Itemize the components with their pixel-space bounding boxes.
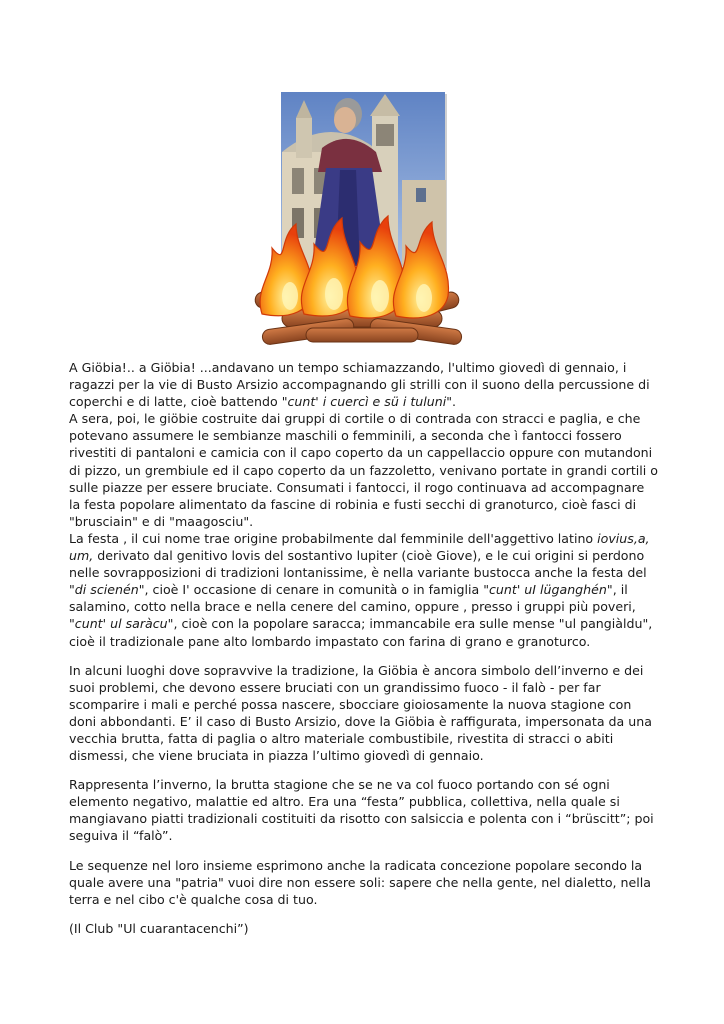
paragraph-2: A sera, poi, le giöbie costruite dai gruppi di cortile o di contrada con stracci e paglia, e che potevano assumere le sembianze maschili o femminili, a seconda che ì fantocci fossero rivestiti di pantaloni e camicia con il capo coperto da un cappellaccio oppure con mutandoni di pizzo, un grembiule ed il capo coperto da un fazzoletto, venivano portate in grandi cortili o sulle piazze per essere bruciate. Consumati i fantocci, il rogo continuava ad accompagnare la festa popolare alimentato da fascine di robinia e fusti secchi di granoturco, cioè fasci di "brusciain" e di "maagosciu".	[69, 411, 658, 529]
signature: (Il Club "Ul cuarantacenchi”)	[69, 920, 249, 936]
article-text	[69, 359, 659, 949]
paragraph-4: In alcuni luoghi dove sopravvive la tradizione, la Giöbia è ancora simbolo dell’inverno e dei suoi problemi, che devono essere bruciati con un grandissimo fuoco - il falò - per far scomparire i mali e perché possa nascere, sbocciare gioiosamente la nuova stagione con doni abbondanti. E’ il caso di Busto Arsizio, dove la Giöbia è raffigurata, impersonata da una vecchia brutta, fatta di paglia o altro materiale combustibile, rivestita di stracci o abiti dismessi, che viene bruciata in piazza l’ultimo giovedì di gennaio.	[69, 662, 652, 764]
paragraph-5: Rappresenta l’inverno, la brutta stagione che se ne va col fuoco portando con sé ogni elemento negativo, malattie ed altro. Era una “festa” pubblica, collettiva, nella quale si mangiavano piatti tradizionali costituiti da risotto con salsiccia e polenta con i “brüscitt”; poi seguiva il “falò”.	[69, 777, 654, 844]
paragraph-1: A Giöbia!.. a Giöbia! ...andavano un tempo schiamazzando, l'ultimo giovedì di gennaio, i ragazzi per la vie di Busto Arsizio accompagnando gli strilli con il suono della percussione di coperchi e di latte, cioè battendo "cunt' i cuercì e sü i tuluni".	[69, 360, 650, 410]
giobia-bonfire-illustration	[252, 88, 472, 346]
paragraph-3: La festa , il cui nome trae origine probabilmente dal femminile dell'aggettivo latino iovius,a, um, derivato dal genitivo lovis del sostantivo lupiter (cioè Giove), e le cui origini si perdono nelle sovrapposizioni di tradizioni lontanissime, è nella variante bustocca anche la festa del "di scienén", cioè I' occasione di cenare in comunità o in famiglia "cunt' uI lüganghén", il salamino, cotto nella brace e nella cenere del camino, oppure , presso i gruppi più poveri, "cunt' ul saràcu", cioè con la popolare saracca; immancabile era sulle mense "ul pangiàldu", cioè il tradizionale pane alto lombardo impastato con farina di grano e granoturco.	[69, 530, 653, 649]
giobia-bonfire-image	[252, 88, 472, 346]
paragraph-6: Le sequenze nel loro insieme esprimono anche la radicata concezione popolare secondo la quale avere una "patria" vuoi dire non essere soli: sapere che nella gente, nel dialetto, nella terra e nel cibo c'è qualche cosa di tuo.	[69, 857, 651, 907]
